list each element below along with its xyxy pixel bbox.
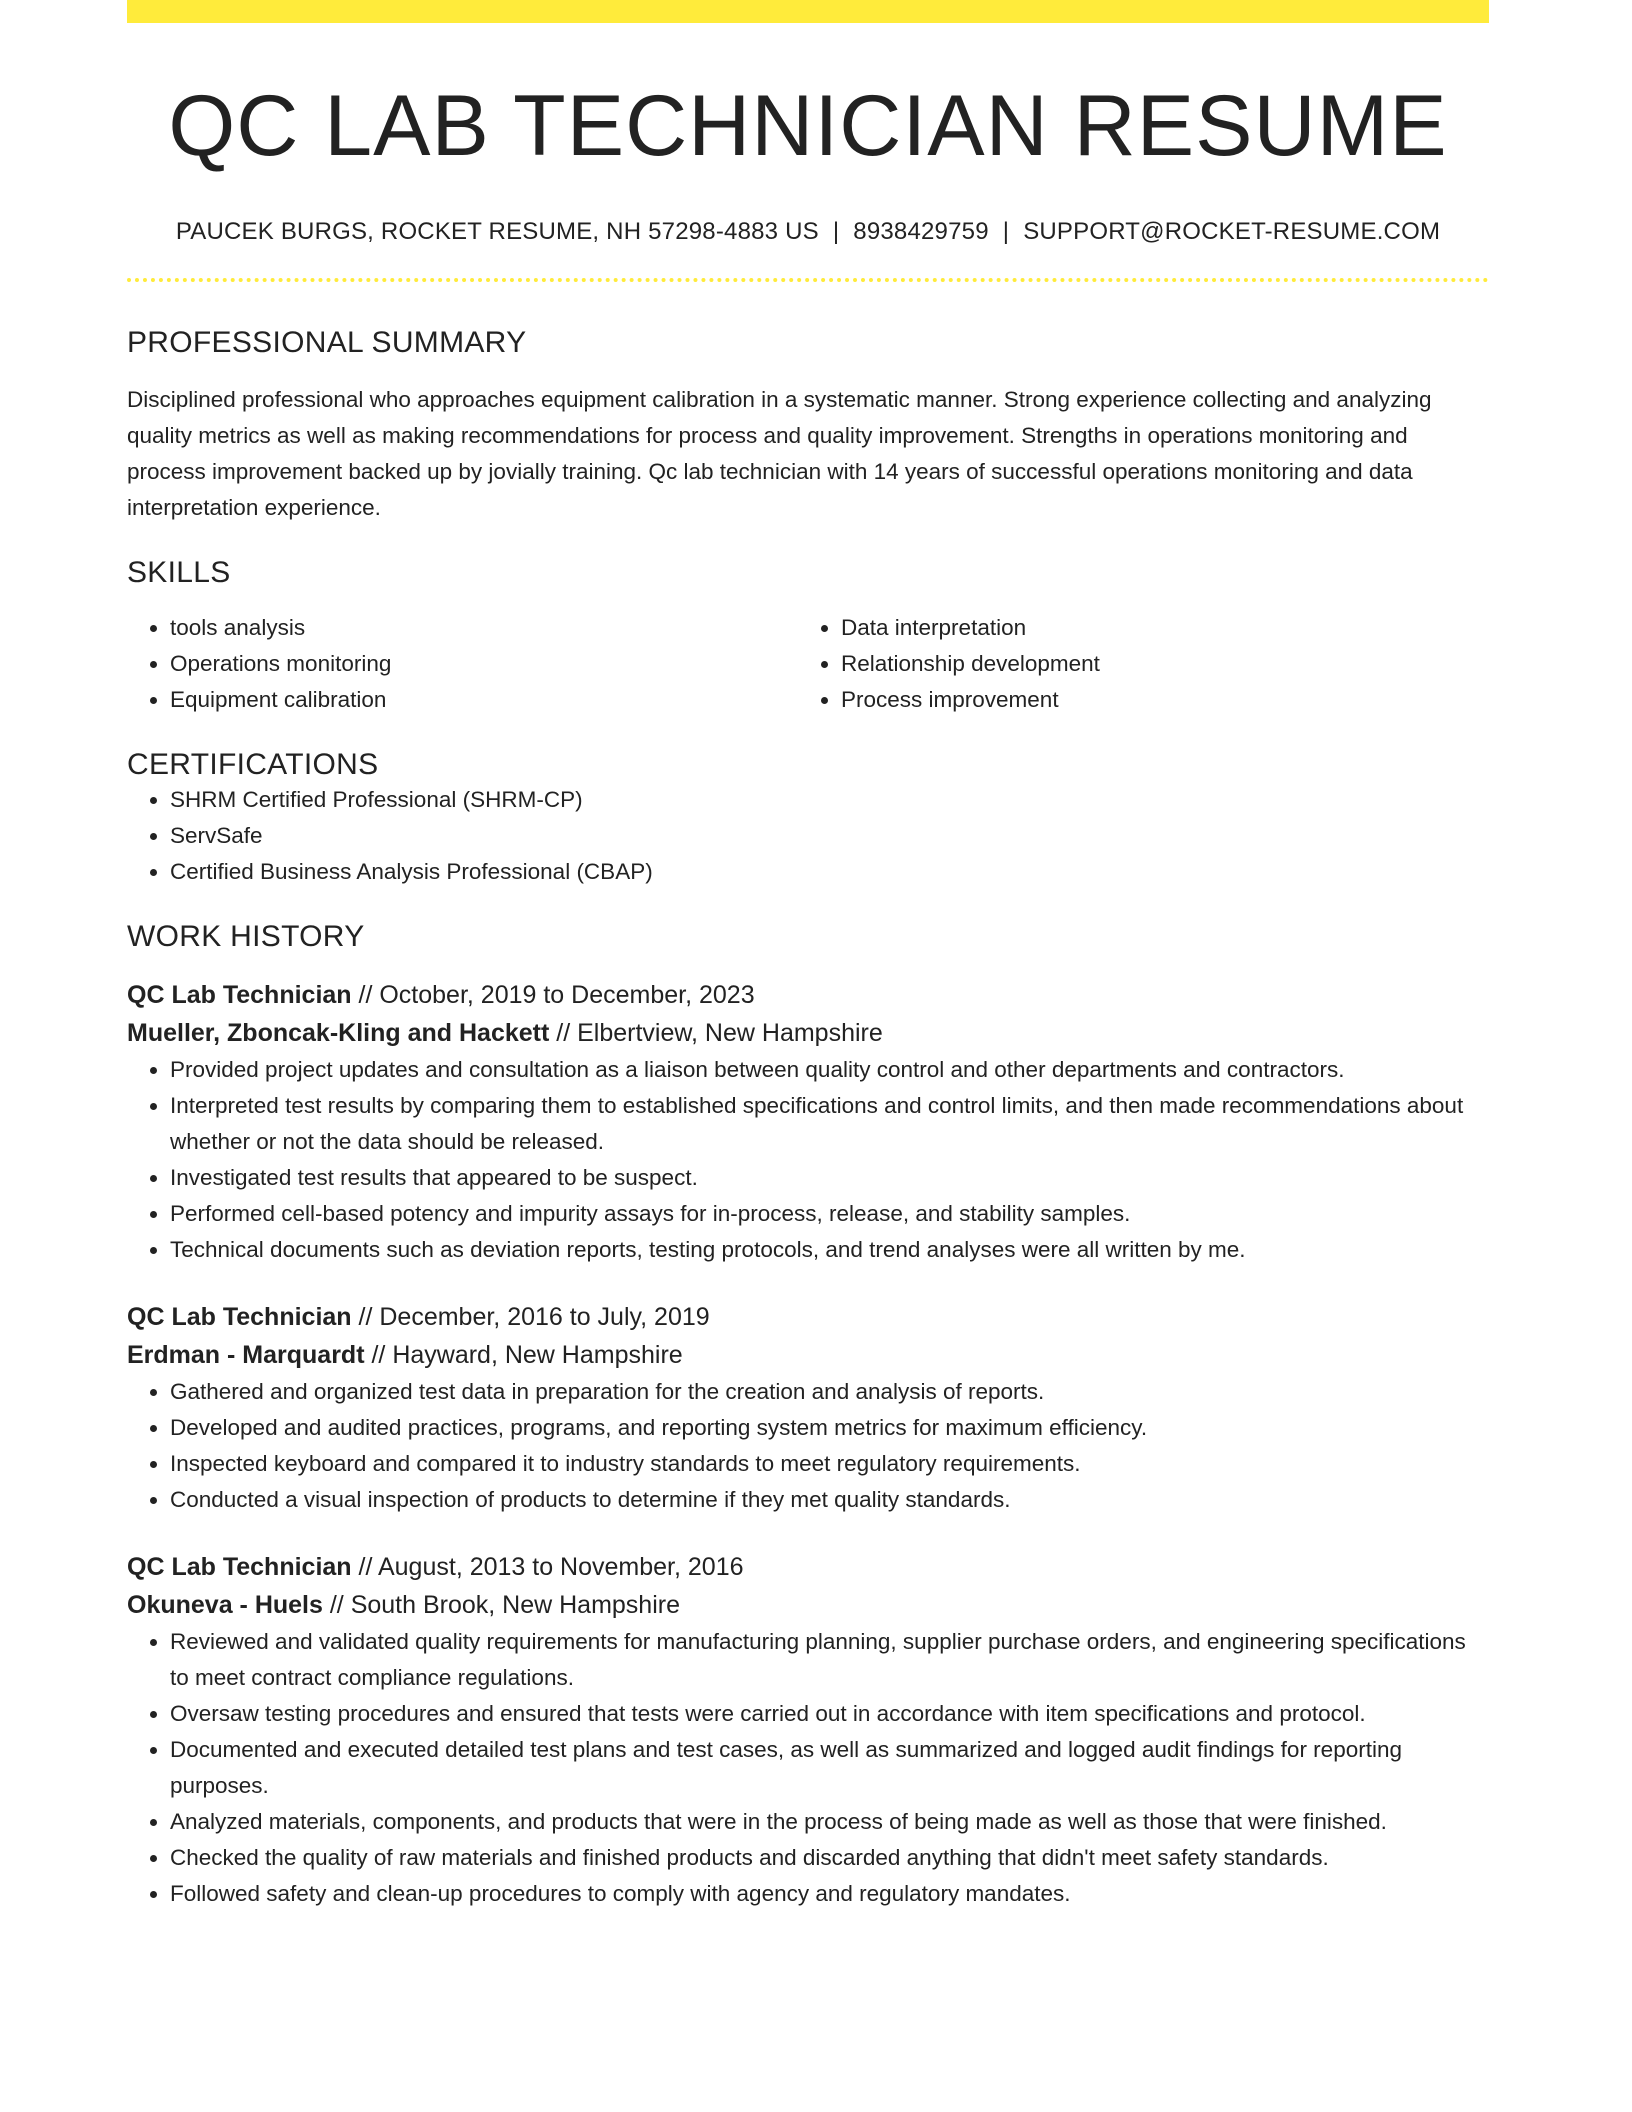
dotted-divider <box>127 278 1489 282</box>
job-title: QC Lab Technician <box>127 1302 352 1331</box>
certification-item: • ServSafe <box>170 818 1489 854</box>
skills-list-right <box>798 610 1469 718</box>
work-history-heading: WORK HISTORY <box>127 919 365 953</box>
job-company: Okuneva - Huels <box>127 1590 323 1619</box>
job-company-line <box>127 1014 1489 1052</box>
job-dates: // December, 2016 to July, 2019 <box>351 1302 710 1331</box>
job-company: Erdman - Marquardt <box>127 1340 365 1369</box>
skills-heading: SKILLS <box>127 555 231 589</box>
job-dates: // August, 2013 to November, 2016 <box>351 1552 744 1581</box>
skills-grid <box>127 610 1489 718</box>
job-bullet: • Conducted a visual inspection of products to determine if they met quality standards. <box>170 1482 1489 1518</box>
resume-title: QC LAB TECHNICIAN RESUME <box>168 78 1448 174</box>
job-location: // Elbertview, New Hampshire <box>549 1018 883 1047</box>
job-title: QC Lab Technician <box>127 1552 352 1581</box>
job-bullet: • Investigated test results that appeared to be suspect. <box>170 1160 1489 1196</box>
job-bullet: • Followed safety and clean-up procedures to comply with agency and regulatory mandates. <box>170 1876 1489 1912</box>
contact-phone: 8938429759 <box>853 217 989 245</box>
job-title: QC Lab Technician <box>127 980 352 1009</box>
job-company-line <box>127 1586 1489 1624</box>
job-bullet: • Gathered and organized test data in preparation for the creation and analysis of reports. <box>170 1374 1489 1410</box>
skill-item: • Data interpretation <box>841 610 1469 646</box>
job-bullet: • Provided project updates and consultation as a liaison between quality control and other departments and contractors. <box>170 1052 1489 1088</box>
job-bullet: • Analyzed materials, components, and products that were in the process of being made as well as those that were finished. <box>170 1804 1489 1840</box>
certification-item: • Certified Business Analysis Professional (CBAP) <box>170 854 1489 890</box>
job-bullet: • Inspected keyboard and compared it to industry standards to meet regulatory requirements. <box>170 1446 1489 1482</box>
certification-item: • SHRM Certified Professional (SHRM-CP) <box>170 782 1489 818</box>
job-location: // Hayward, New Hampshire <box>364 1340 683 1369</box>
job-bullet-list <box>127 1374 1489 1518</box>
job-title-line <box>127 976 1489 1014</box>
job-bullet-list <box>127 1624 1489 1912</box>
skill-item: • tools analysis <box>170 610 798 646</box>
contact-separator: | <box>1002 217 1010 245</box>
certifications-heading: CERTIFICATIONS <box>127 747 379 781</box>
summary-heading: PROFESSIONAL SUMMARY <box>127 325 527 359</box>
contact-address: PAUCEK BURGS, ROCKET RESUME, NH 57298-4883 US <box>175 217 819 245</box>
certifications-list <box>127 782 1489 890</box>
skills-column-left <box>127 610 798 718</box>
contact-separator: | <box>832 217 840 245</box>
resume-page <box>127 0 1489 1912</box>
job-bullet: • Documented and executed detailed test plans and test cases, as well as summarized and logged audit findings for reporting purposes. <box>170 1732 1489 1804</box>
skill-item: • Operations monitoring <box>170 646 798 682</box>
job-bullet: • Reviewed and validated quality requirements for manufacturing planning, supplier purchase orders, and engineering specifications to meet contract compliance regulations. <box>170 1624 1489 1696</box>
job-entry <box>127 1548 1489 1912</box>
job-location: // South Brook, New Hampshire <box>322 1590 680 1619</box>
skill-item: • Relationship development <box>841 646 1469 682</box>
job-bullet: • Developed and audited practices, programs, and reporting system metrics for maximum efficiency. <box>170 1410 1489 1446</box>
job-dates: // October, 2019 to December, 2023 <box>351 980 755 1009</box>
job-bullet-list <box>127 1052 1489 1268</box>
job-bullet: • Interpreted test results by comparing them to established specifications and control limits, and then made recommendations about whether or not the data should be released. <box>170 1088 1489 1160</box>
job-bullet: • Oversaw testing procedures and ensured that tests were carried out in accordance with item specifications and protocol. <box>170 1696 1489 1732</box>
skill-item: • Process improvement <box>841 682 1469 718</box>
job-title-line <box>127 1298 1489 1336</box>
job-company: Mueller, Zboncak-Kling and Hackett <box>127 1018 550 1047</box>
job-bullet: • Technical documents such as deviation reports, testing protocols, and trend analyses were all written by me. <box>170 1232 1489 1268</box>
summary-text: Disciplined professional who approaches equipment calibration in a systematic manner. Strong experience collecting and analyzing quality metrics as well as making recommendations for process and quality improvement. Strengths in operations monitoring and process improvement backed up by jovially training. Qc lab technician with 14 years of successful operations monitoring and data interpretation experience. <box>127 386 1432 520</box>
job-bullet: • Performed cell-based potency and impurity assays for in-process, release, and stability samples. <box>170 1196 1489 1232</box>
skill-item: • Equipment calibration <box>170 682 798 718</box>
job-title-line <box>127 1548 1489 1586</box>
job-bullet: • Checked the quality of raw materials and finished products and discarded anything that didn't meet safety standards. <box>170 1840 1489 1876</box>
accent-top-bar <box>127 0 1489 23</box>
job-entry <box>127 976 1489 1268</box>
contact-line <box>127 218 1489 246</box>
skills-list-left <box>127 610 798 718</box>
contact-email: SUPPORT@ROCKET-RESUME.COM <box>1023 217 1441 245</box>
job-entry <box>127 1298 1489 1518</box>
job-company-line <box>127 1336 1489 1374</box>
skills-column-right <box>798 610 1469 718</box>
